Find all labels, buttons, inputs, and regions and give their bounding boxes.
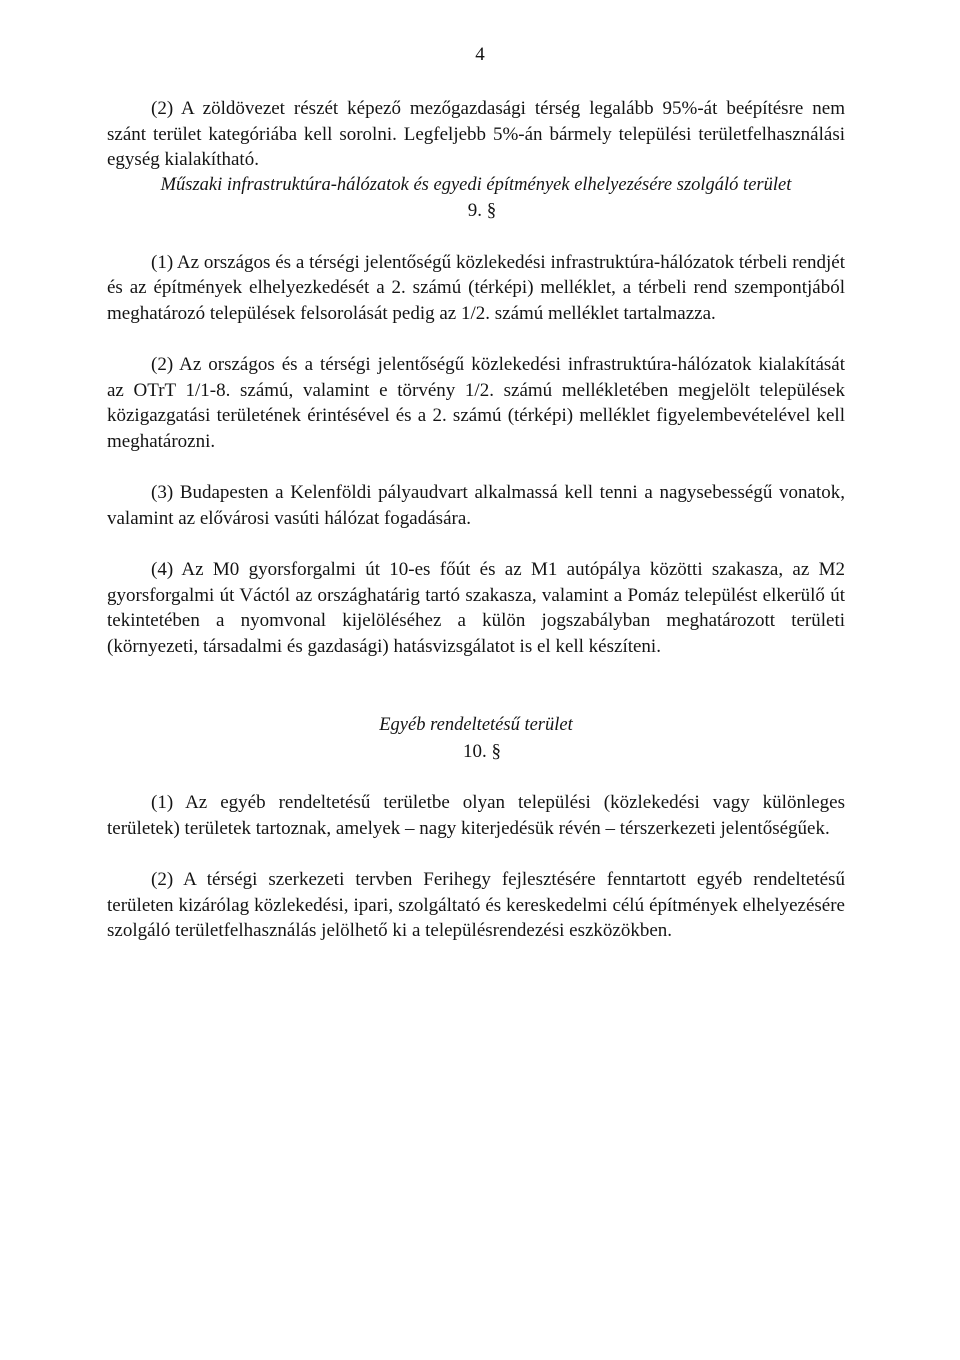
paragraph-9-1: (1) Az országos és a térségi jelentőségű közlekedési infrastruktúra-hálózatok térbeli rendjét és az építmények elhelyezkedését a 2. számú (térképi) melléklet, a térbeli rend szempontjából meghatározó települések felsorolását pedig az 1/2. számú melléklet tartalmazza.: [107, 251, 845, 324]
section-number-10: 10. §: [463, 740, 501, 762]
paragraph-10-2: (2) A térségi szerkezeti tervben Ferihegy fejlesztésére fenntartott egyéb rendeltetésű területen kizárólag közlekedési, ipari, szolgáltató és kereskedelmi célú építmények elhelyezésére szolgáló területfelhasználás jelölhető ki a településrendezési eszközökben.: [107, 869, 845, 941]
section-heading-infrastructure: Műszaki infrastruktúra-hálózatok és egyedi építmények elhelyezésére szolgáló terület: [160, 174, 792, 195]
section-number-9: 9. §: [467, 200, 497, 221]
paragraph-zoldovezet-2: (2) A zöldövezet részét képező mezőgazdasági térség legalább 95%-át beépítésre nem szánt terület kategóriába kell sorolni. Legfeljebb 5%-án bármely települési területfelhasználási egység kialakítható.: [107, 98, 845, 170]
paragraph-9-4: (4) Az M0 gyorsforgalmi út 10-es főút és az M1 autópálya közötti szakasza, az M2 gyorsforgalmi út Váctól az országhatárig tartó szakasza, valamint a Pomáz települést elkerülő út tekintetében a nyomvonal kijelöléséhez a külön jogszabályban meghatározott területi (környezeti, társadalmi és gazdasági) hatásvizsgálatot is el kell készíteni.: [107, 559, 845, 657]
paragraph-9-2: (2) Az országos és a térségi jelentőségű közlekedési infrastruktúra-hálózatok kialakítását az OTrT 1/1-8. számú, valamint e törvény 1/2. számú mellékletében megjelölt települések közigazgatási területének érintésével és a 2. számú (térképi) melléklet figyelembevételével kell meghatározni.: [107, 354, 845, 452]
section-heading-other-use: Egyéb rendeltetésű terület: [379, 715, 573, 735]
paragraph-10-1: (1) Az egyéb rendeltetésű területbe olyan települési (közlekedési vagy különleges területek) területek tartoznak, amelyek – nagy kiterjedésük révén – térszerkezeti jelentőségűek.: [107, 792, 845, 839]
paragraph-9-3: (3) Budapesten a Kelenföldi pályaudvart alkalmassá kell tenni a nagysebességű vonatok, valamint az elővárosi vasúti hálózat fogadására.: [107, 482, 845, 529]
document-body: [107, 96, 845, 944]
page-number: 4: [475, 44, 485, 65]
